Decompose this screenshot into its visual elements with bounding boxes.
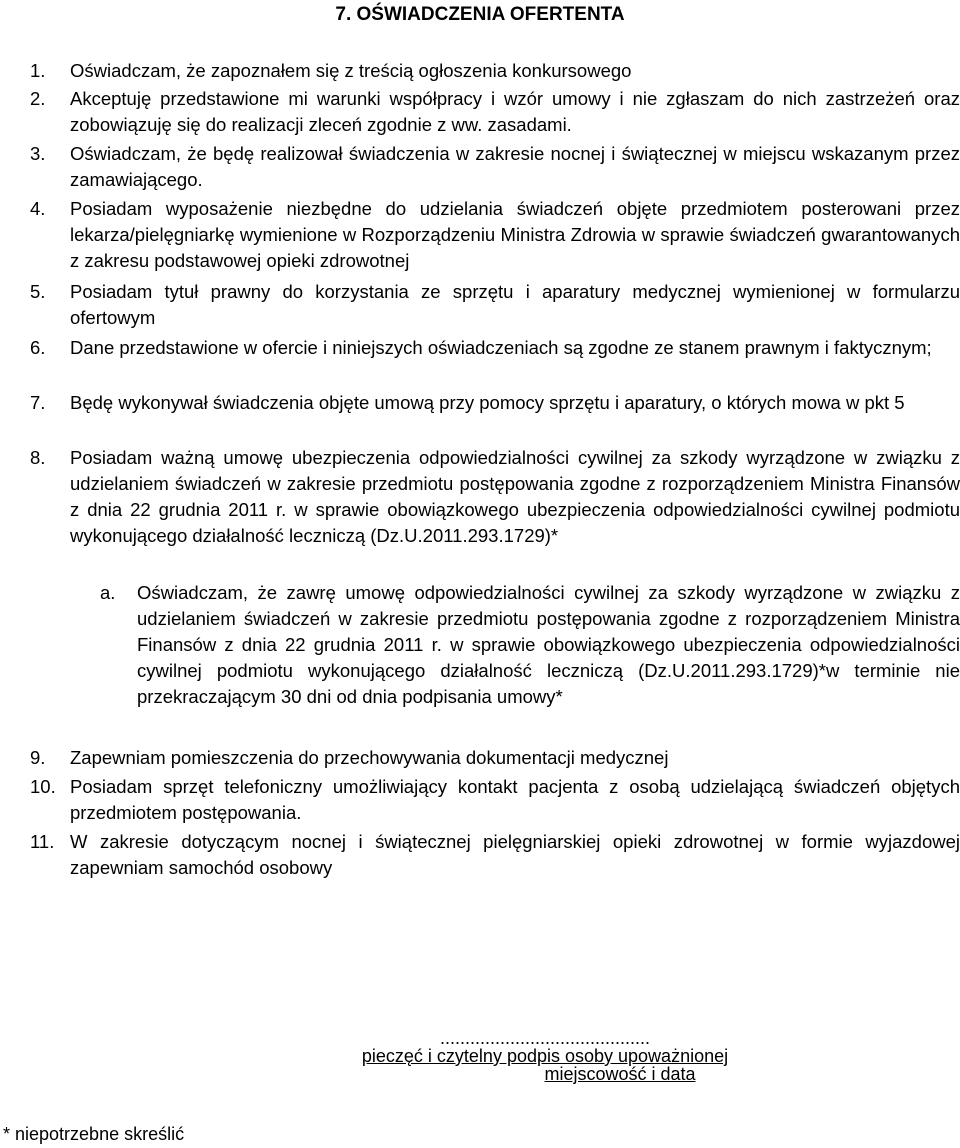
- statement-text: Będę wykonywał świadczenia objęte umową przy pomocy sprzętu i aparatury, o których mowa w pkt 5: [70, 392, 905, 413]
- statement-number: 8.: [30, 447, 46, 468]
- statement-3: [30, 141, 960, 193]
- statement-10: [30, 774, 960, 826]
- statement-number: 5.: [30, 281, 46, 302]
- sub-statement-text: Oświadczam, że zawrę umowę odpowiedzialności cywilnej za szkody wyrządzone w związku z udzielaniem świadczeń w zakresie przedmiotu postępowania zgodne z rozporządzeniem Ministra Finansów z dnia 22 grudnia 2011 r. w sprawie obowiązkowego ubezpieczenia odpowiedzialności cywilnej podmiotu wykonującego działalność leczniczą (Dz.U.2011.293.1729)*w terminie nie przekraczającym 30 dni od dnia podpisania umowy*: [137, 582, 960, 707]
- statement-8a: [100, 580, 960, 710]
- signature-dots: ..........................................: [439, 1028, 651, 1048]
- statement-text: Oświadczam, że zapoznałem się z treścią ogłoszenia konkursowego: [70, 60, 632, 81]
- signature-label: [0, 1046, 960, 1066]
- statement-number: 1.: [30, 60, 46, 81]
- statement-9: [30, 745, 960, 771]
- statement-text: Zapewniam pomieszczenia do przechowywania dokumentacji medycznej: [70, 747, 669, 768]
- sub-statement-letter: a.: [100, 582, 116, 603]
- statement-4: [30, 196, 960, 274]
- statement-text: W zakresie dotyczącym nocnej i świątecznej pielęgniarskiej opieki zdrowotnej w formie wyjazdowej zapewniam samochód osobowy: [70, 831, 960, 878]
- statement-text: Posiadam wyposażenie niezbędne do udzielania świadczeń objęte przedmiotem posterowani przez lekarza/pielęgniarkę wymienione w Rozporządzeniu Ministra Zdrowia w sprawie świadczeń gwarantowanych z zakresu podstawowej opieki zdrowotnej: [70, 198, 960, 271]
- statement-text: Oświadczam, że będę realizował świadczenia w zakresie nocnej i świątecznej w miejscu wskazanym przez zamawiającego.: [70, 143, 960, 190]
- statement-8: [30, 445, 960, 549]
- statement-number: 6.: [30, 337, 46, 358]
- statement-number: 2.: [30, 88, 46, 109]
- place-date-label: [40, 1064, 960, 1084]
- place-date-text: miejscowość i data: [544, 1064, 696, 1084]
- statement-number: 9.: [30, 747, 46, 768]
- statement-5: [30, 279, 960, 331]
- statement-text: Akceptuję przedstawione mi warunki współpracy i wzór umowy i nie zgłaszam do nich zastrzeżeń oraz zobowiązuję się do realizacji zleceń zgodnie z ww. zasadami.: [70, 88, 960, 135]
- statement-text: Posiadam ważną umowę ubezpieczenia odpowiedzialności cywilnej za szkody wyrządzone w związku z udzielaniem świadczeń w zakresie przedmiotu postępowania zgodne z rozporządzeniem Ministra Finansów z dnia 22 grudnia 2011 r. w sprawie obowiązkowego ubezpieczenia odpowiedzialności cywilnej podmiotu wykonującego działalność leczniczą (Dz.U.2011.293.1729)*: [70, 447, 960, 546]
- footnote: * niepotrzebne skreślić: [3, 1124, 185, 1144]
- statement-number: 3.: [30, 143, 46, 164]
- signature-label-text: pieczęć i czytelny podpis osoby upoważnionej: [361, 1046, 729, 1066]
- statement-2: [30, 86, 960, 138]
- statement-text: Dane przedstawione w ofercie i niniejszych oświadczeniach są zgodne ze stanem prawnym i faktycznym;: [70, 337, 932, 358]
- statement-number: 10.: [30, 776, 56, 797]
- section-title: 7. OŚWIADCZENIA OFERTENTA: [335, 4, 625, 25]
- statement-text: Posiadam sprzęt telefoniczny umożliwiający kontakt pacjenta z osobą udzielającą świadczeń objętych przedmiotem postępowania.: [70, 776, 960, 823]
- statement-text: Posiadam tytuł prawny do korzystania ze sprzętu i aparatury medycznej wymienionej w formularzu ofertowym: [70, 281, 960, 328]
- statement-number: 11.: [30, 831, 55, 852]
- statement-7: [30, 390, 960, 416]
- statement-6: [30, 335, 960, 361]
- statement-number: 4.: [30, 198, 46, 219]
- statement-1: [30, 58, 960, 84]
- statement-number: 7.: [30, 392, 46, 413]
- statement-11: [30, 829, 960, 881]
